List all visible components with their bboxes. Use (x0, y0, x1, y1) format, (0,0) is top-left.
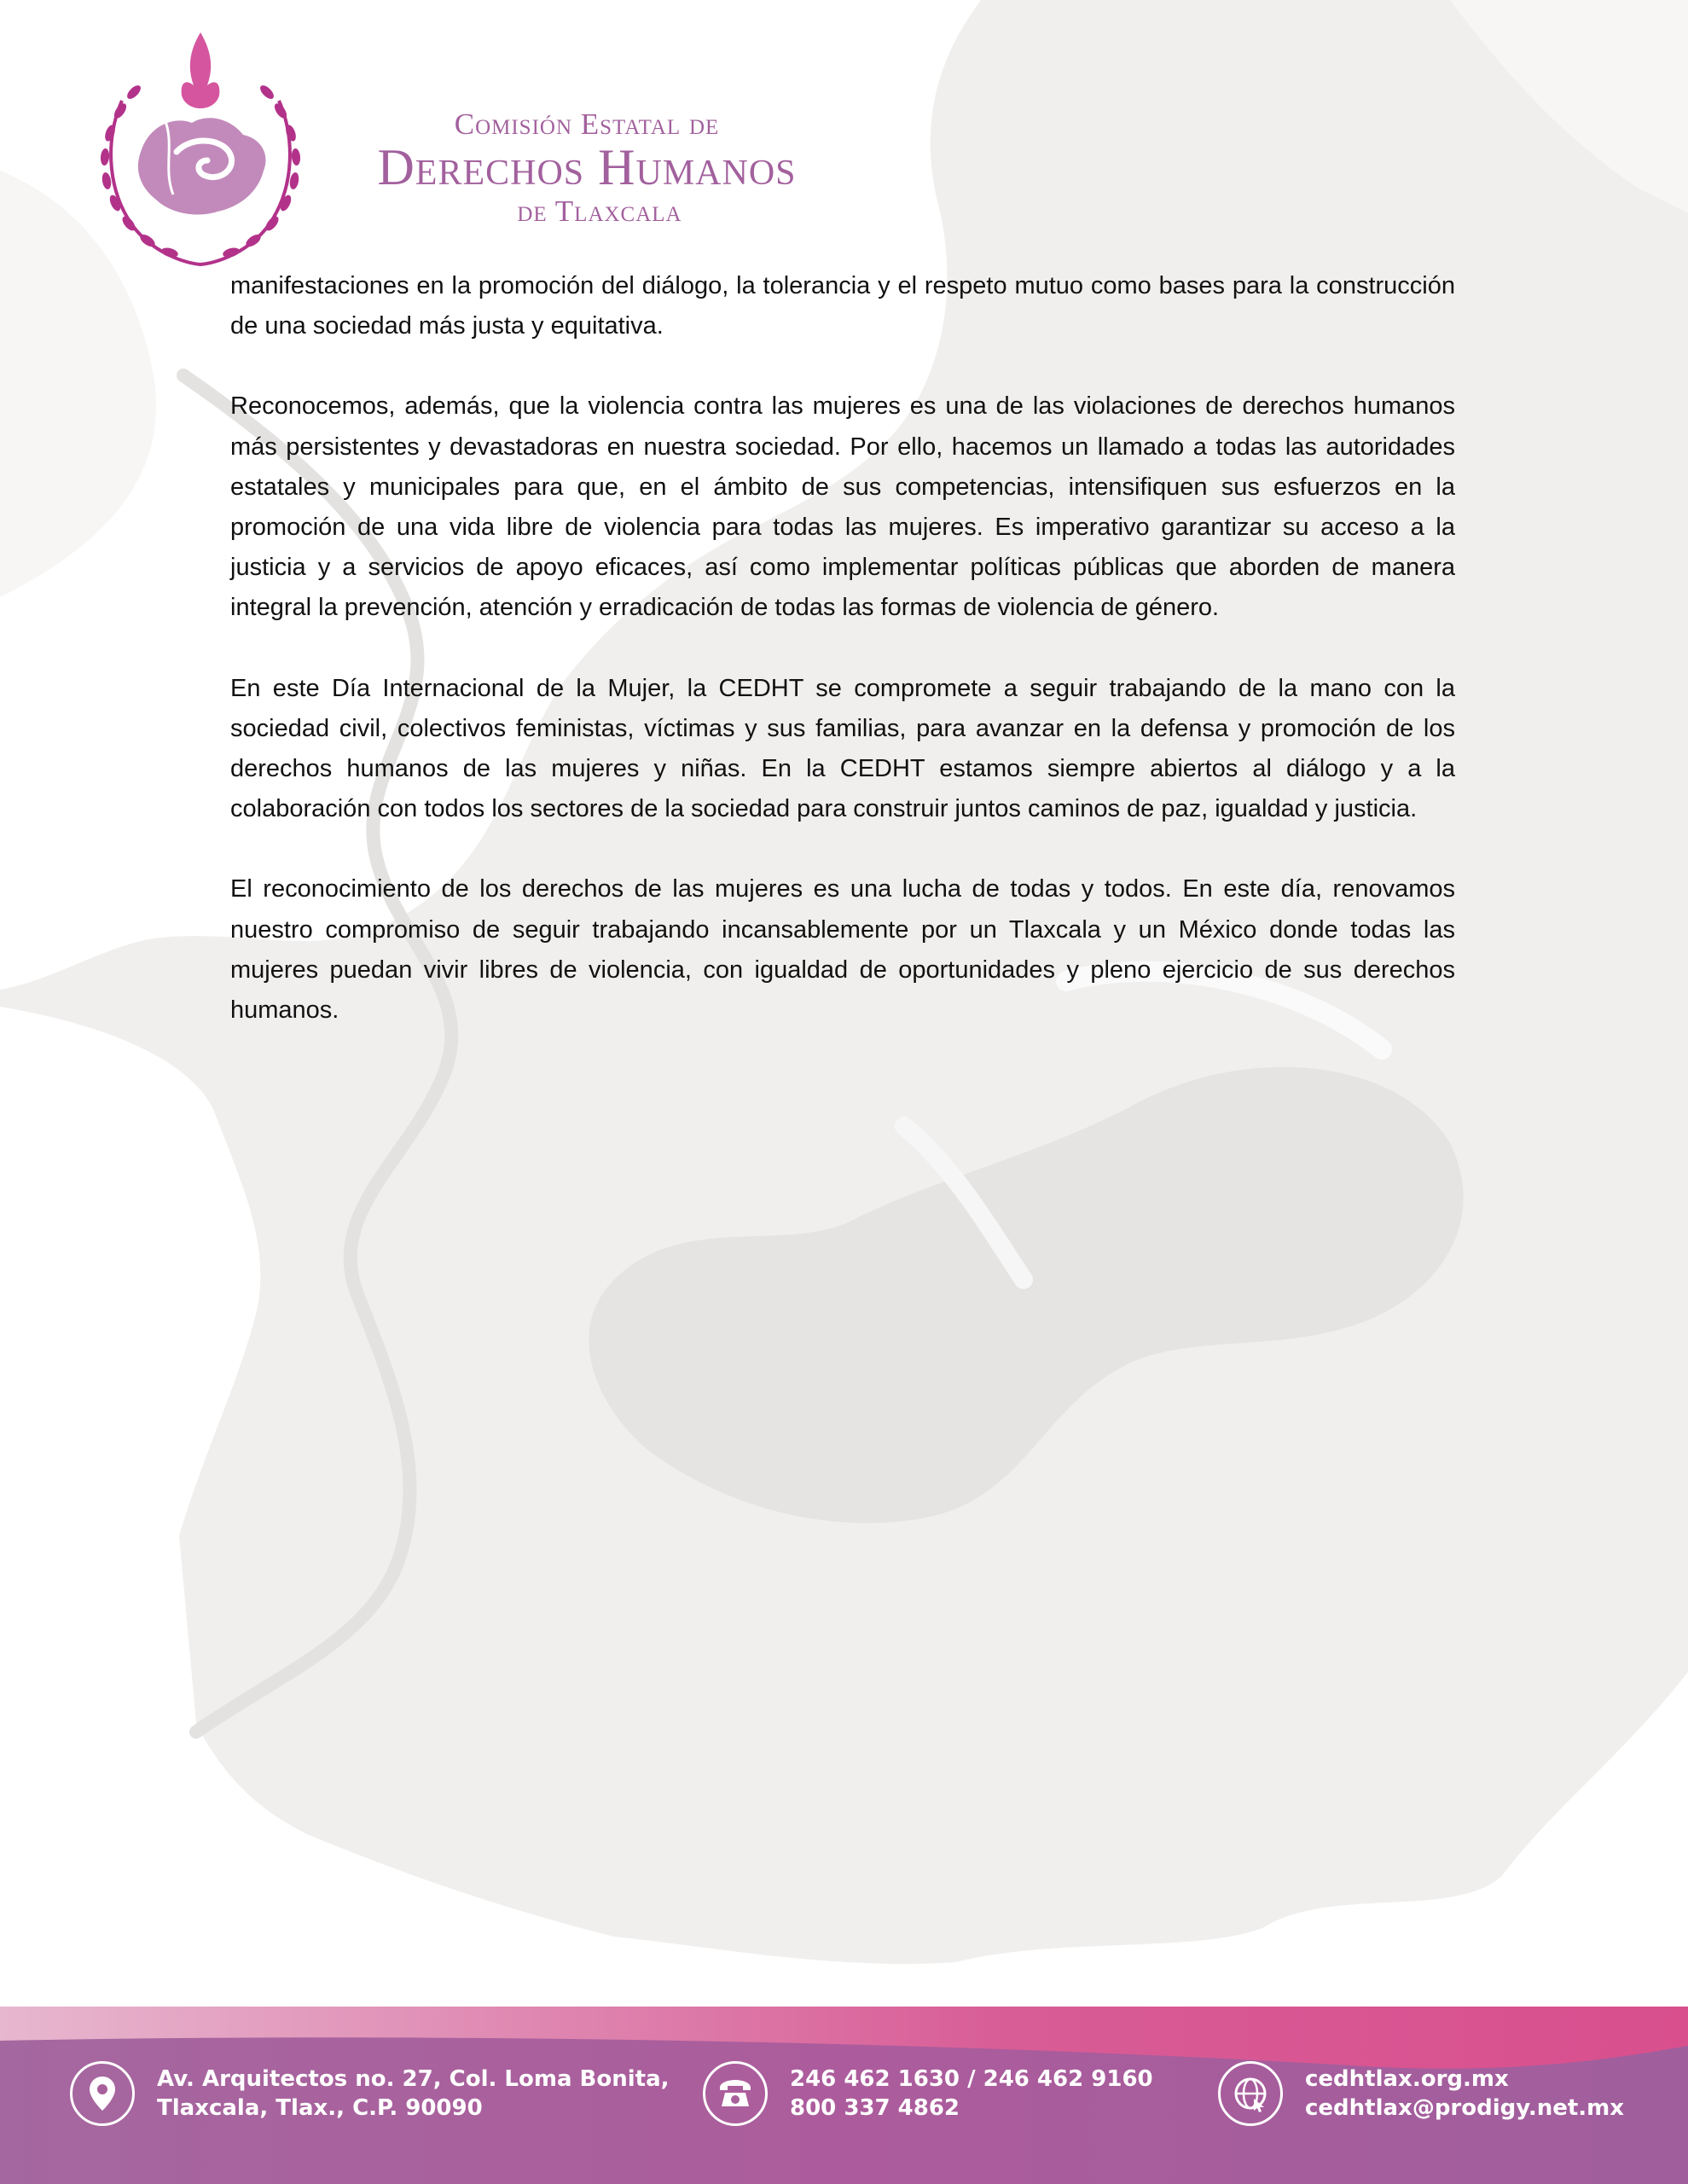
email-address[interactable]: cedhtlax@prodigy.net.mx (1305, 2095, 1625, 2121)
org-name-line3: de Tlaxcala (517, 195, 682, 228)
org-name-line1: Comisión Estatal de (454, 107, 720, 141)
location-pin-icon (70, 2061, 135, 2126)
globe-icon (1218, 2061, 1283, 2126)
footer-address (70, 2061, 670, 2126)
cedht-logo-emblem (81, 24, 320, 273)
telephone-icon (703, 2061, 768, 2126)
paragraph: En este Día Internacional de la Mujer, la CEDHT se compromete a seguir trabajando de la mano con la sociedad civil, colectivos feministas, víctimas y sus familias, para avanzar en la defensa y promoción de los derechos humanos de las mujeres y niñas. En la CEDHT estamos siempre abiertos al diálogo y a la colaboración con todos los sectores de la sociedad para construir juntos caminos de paz, igualdad y justicia. (230, 674, 1455, 823)
address-line2: Tlaxcala, Tlax., C.P. 90090 (157, 2095, 483, 2121)
paragraph: Reconocemos, además, que la violencia contra las mujeres es una de las violaciones de derechos humanos más persistentes y devastadoras en nuestra sociedad. Por ello, hacemos un llamado a todas las autoridades estatales y municipales para que, en el ámbito de sus competencias, intensifiquen sus esfuerzos en la promoción de una vida libre de violencia para todas las mujeres. Es imperativo garantizar su acceso a la justicia y a servicios de apoyo eficaces, así como implementar políticas públicas que aborden de manera integral la prevención, atención y erradicación de todas las formas de violencia de género. (230, 392, 1455, 622)
document-body (230, 266, 1455, 1071)
phone-line2: 800 337 4862 (790, 2095, 960, 2121)
org-name-line2: Derechos Humanos (377, 139, 797, 195)
footer-web (1218, 2061, 1624, 2126)
paragraph: El reconocimiento de los derechos de las mujeres es una lucha de todas y todos. En este día, renovamos nuestro compromiso de seguir trabajando incansablemente por un Tlaxcala y un México donde todas las mujeres puedan vivir libres de violencia, con igualdad de oportunidades y pleno ejercicio de sus derechos humanos. (230, 875, 1455, 1025)
address-line1: Av. Arquitectos no. 27, Col. Loma Bonita, (157, 2066, 670, 2092)
organization-name (322, 109, 851, 227)
footer (0, 2007, 1688, 2184)
paragraph: manifestaciones en la promoción del diálogo, la tolerancia y el respeto mutuo como bases para la construcción de una sociedad más justa y equitativa. (230, 272, 1455, 340)
website-url[interactable]: cedhtlax.org.mx (1305, 2066, 1509, 2092)
footer-phone (703, 2061, 1153, 2126)
phone-line1: 246 462 1630 / 246 462 9160 (790, 2066, 1153, 2092)
